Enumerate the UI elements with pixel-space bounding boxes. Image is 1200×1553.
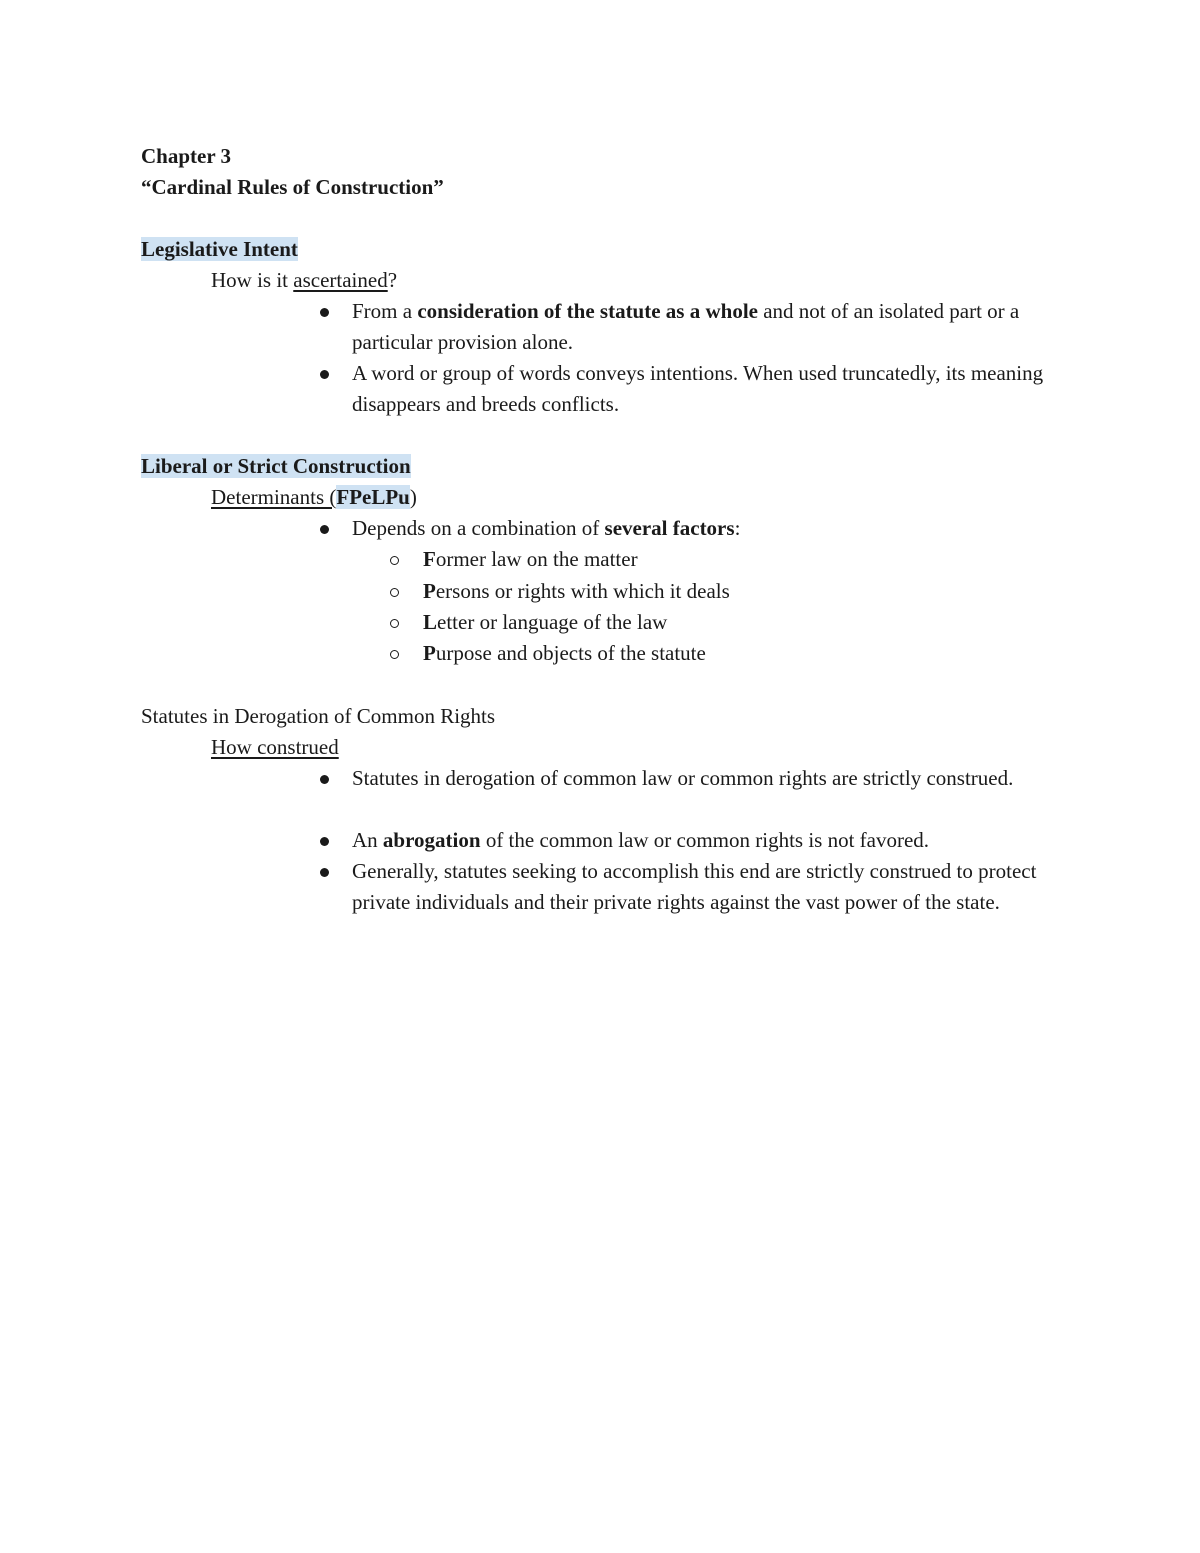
question-text-underlined: ascertained — [293, 268, 388, 292]
section-heading-liberal-strict — [141, 451, 411, 482]
circle-bullet-icon — [390, 588, 399, 597]
question-text-pre: How is it — [211, 268, 294, 292]
circle-bullet-icon — [390, 619, 399, 628]
bullet-text: An — [352, 828, 383, 852]
bullet-icon — [320, 370, 329, 379]
list-item — [352, 358, 1072, 420]
bullet-text: : — [734, 516, 741, 540]
section-heading-legislative-intent — [141, 234, 298, 265]
question-text-post: ? — [387, 268, 398, 292]
bullet-text: Statutes in derogation of common law or common rights are strictly construed. — [352, 766, 1014, 790]
list-item — [352, 825, 1072, 856]
bullet-text: Depends on a combination of — [352, 516, 605, 540]
list-item — [352, 513, 1072, 544]
section-heading-derogation: Statutes in Derogation of Common Rights — [141, 704, 496, 728]
sub-list-item — [423, 576, 730, 607]
bullet-text-bold: consideration of the statute as a whole — [417, 299, 758, 323]
bullet-text: A word or group of words conveys intentions. When used truncatedly, its meaning disappears and breeds conflicts. — [352, 361, 1044, 416]
subheading-underlined: How construed — [211, 735, 339, 759]
factor-letter: P — [423, 641, 436, 665]
bullet-icon — [320, 308, 329, 317]
list-item — [352, 296, 1072, 358]
section-heading-text: Liberal or Strict Construction — [141, 454, 411, 478]
section-heading-text: Legislative Intent — [141, 237, 298, 261]
factor-text: ormer law on the matter — [435, 547, 638, 571]
bullet-text: Generally, statutes seeking to accomplish this end are strictly construed to protect private individuals and their private rights against the vast power of the state. — [352, 859, 1037, 914]
factor-text: ersons or rights with which it deals — [435, 579, 730, 603]
bullet-icon — [320, 837, 329, 846]
factor-text: etter or language of the law — [437, 610, 668, 634]
bullet-icon — [320, 775, 329, 784]
sub-list-item — [423, 638, 706, 669]
circle-bullet-icon — [390, 556, 399, 565]
section-subheading-how-construed — [211, 732, 339, 763]
factor-letter: P — [423, 579, 436, 603]
bullet-text-bold: abrogation — [382, 828, 481, 852]
subheading-underlined: Determinants ( — [211, 485, 337, 509]
section-question — [211, 265, 397, 296]
factor-letter: L — [423, 610, 438, 634]
section-subheading-determinants — [211, 482, 417, 513]
chapter-subtitle: “Cardinal Rules of Construction” — [141, 175, 444, 199]
list-item — [352, 763, 1072, 794]
bullet-text-bold: several factors — [604, 516, 735, 540]
acronym-highlight: FPeLPu — [336, 485, 410, 509]
sub-list-item — [423, 607, 667, 638]
bullet-icon — [320, 525, 329, 534]
bullet-text: of the common law or common rights is not favored. — [480, 828, 930, 852]
sub-list-item — [423, 544, 638, 575]
bullet-text: From a — [352, 299, 418, 323]
factor-text: urpose and objects of the statute — [435, 641, 706, 665]
bullet-text: and not of an isolated part or a particular provision alone. — [352, 299, 1020, 354]
subheading-post: ) — [409, 485, 417, 509]
factor-letter: F — [423, 547, 436, 571]
chapter-title: Chapter 3 — [141, 144, 232, 168]
bullet-icon — [320, 868, 329, 877]
circle-bullet-icon — [390, 650, 399, 659]
list-item — [352, 856, 1072, 918]
